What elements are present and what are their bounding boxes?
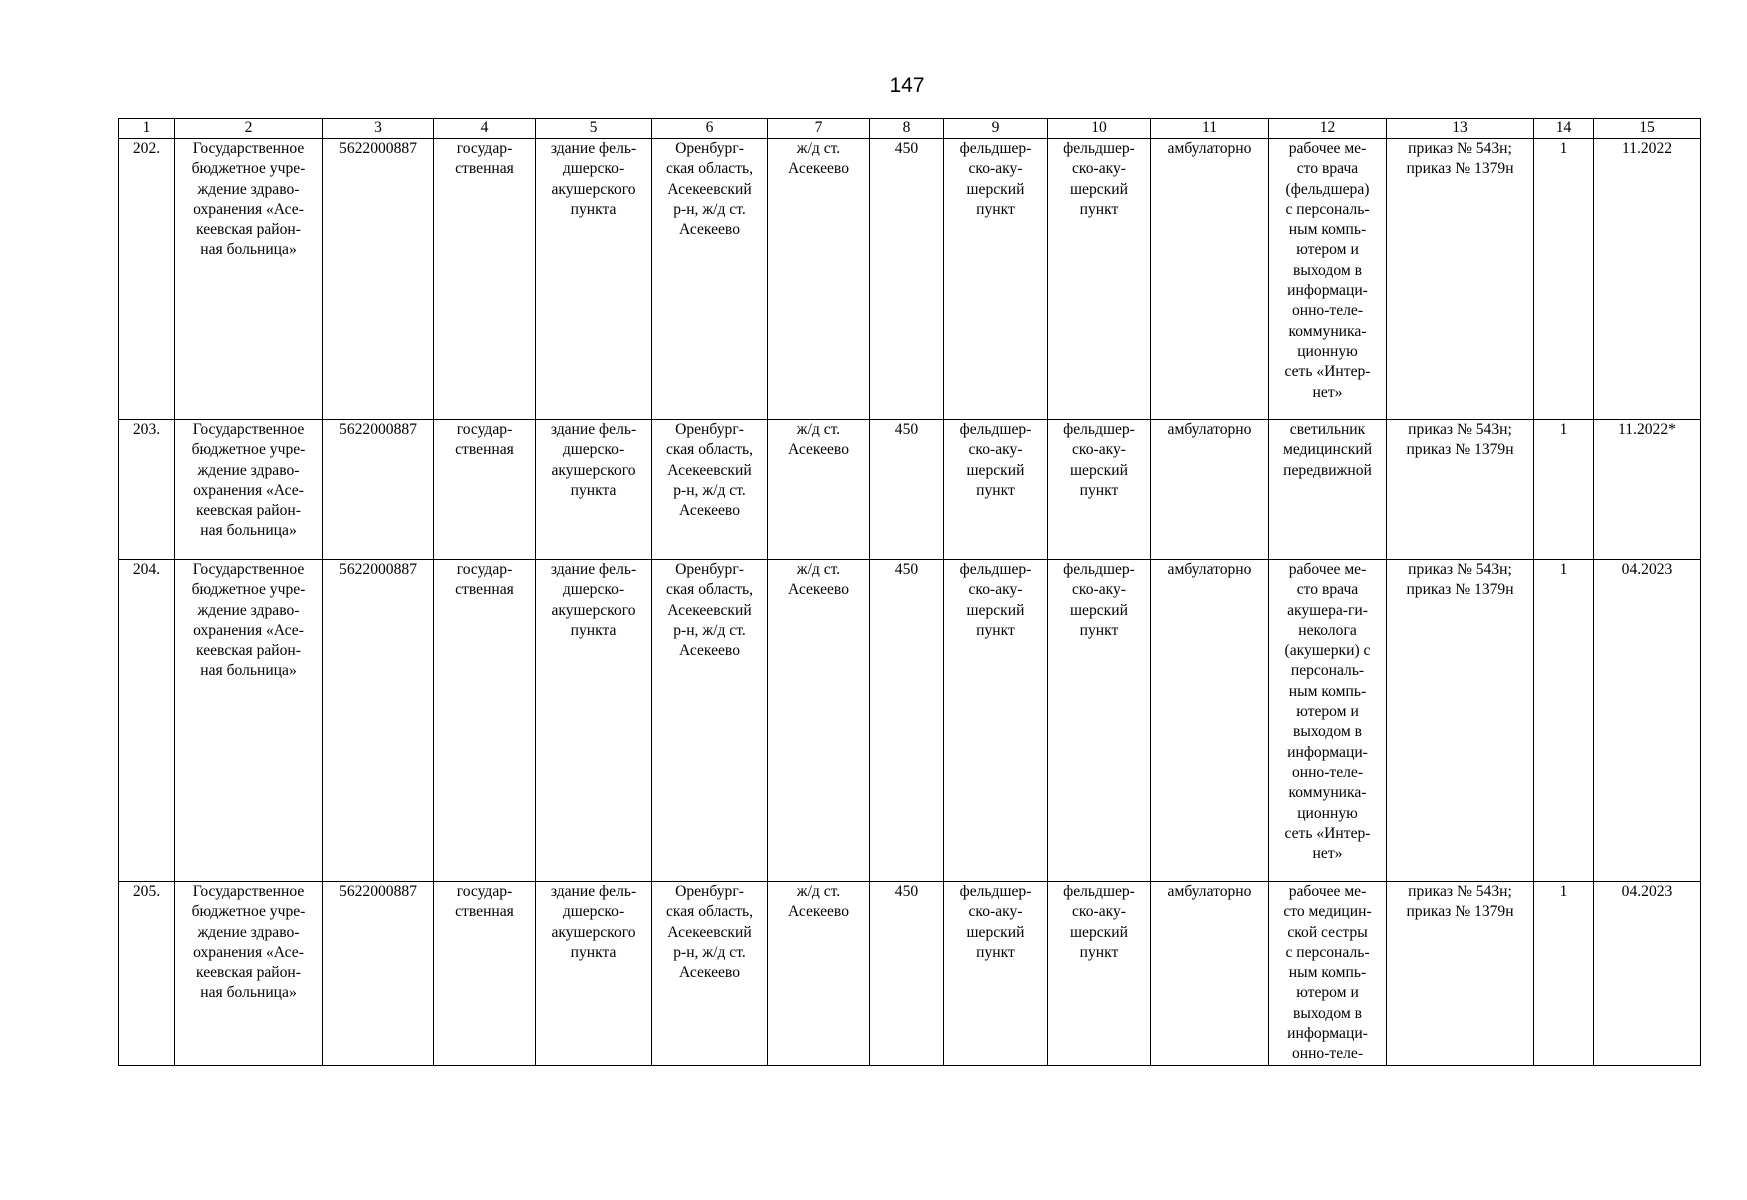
address: Оренбург- ская область, Асекеевский р-н, ж/д ст. Асекеево [665,561,754,660]
equipment-name: рабочее ме- сто врача (фельдшера) с персональ- ным компь- ютером и выходом в информаци- онно-теле- коммуника- ционную сеть «Интер- нет» [1284,140,1371,401]
header-cell: 15 [1594,119,1701,139]
header-cell: 8 [870,119,944,139]
unit-type: фельдшер- ско-аку- шерский пункт [959,883,1032,961]
inn-value: 5622000887 [339,883,417,900]
care-condition: амбулаторно [1167,883,1252,900]
header-cell: 13 [1387,119,1534,139]
building-name: здание фель- дшерско- акушерского пункта [550,140,637,218]
header-cell: 10 [1048,119,1151,139]
table-row [119,882,1701,1066]
quantity-value: 1 [1559,421,1568,438]
header-cell: 1 [119,119,175,139]
unit-name: фельдшер- ско-аку- шерский пункт [1063,421,1135,499]
date-value: 04.2023 [1621,561,1673,578]
table-row [119,139,1701,420]
header-cell: 11 [1151,119,1269,139]
population-value: 450 [894,883,919,900]
table-row [119,420,1701,560]
organization-name: Государственное бюджетное учре- ждение здраво- охранения «Асе- кеевская район- ная больница» [191,561,306,680]
population-value: 450 [894,421,919,438]
unit-type: фельдшер- ско-аку- шерский пункт [959,421,1032,499]
address: Оренбург- ская область, Асекеевский р-н, ж/д ст. Асекеево [665,421,754,520]
header-cell: 14 [1534,119,1594,139]
inn-value: 5622000887 [339,561,417,578]
care-condition: амбулаторно [1167,421,1252,438]
unit-type: фельдшер- ско-аку- шерский пункт [959,561,1032,639]
row-number: 205. [132,883,161,900]
unit-name: фельдшер- ско-аку- шерский пункт [1063,883,1135,961]
population-value: 450 [894,140,919,157]
inn-value: 5622000887 [339,421,417,438]
unit-type: фельдшер- ско-аку- шерский пункт [959,140,1032,218]
locality: ж/д ст. Асекеево [788,883,849,921]
header-cell: 9 [944,119,1048,139]
date-value: 11.2022 [1621,140,1673,157]
ownership-form: государ- ственная [455,421,514,459]
equipment-name: светильник медицинский передвижной [1282,421,1373,479]
header-cell: 5 [536,119,652,139]
quantity-value: 1 [1559,140,1568,157]
building-name: здание фель- дшерско- акушерского пункта [550,561,637,639]
equipment-table [118,118,1701,1066]
ownership-form: государ- ственная [455,883,514,921]
equipment-name: рабочее ме- сто медицин- ской сестры с персональ- ным компь- ютером и выходом в информаци- онно-теле- [1283,883,1372,1063]
header-cell: 6 [652,119,768,139]
order-reference: приказ № 543н; приказ № 1379н [1406,883,1514,921]
header-row [119,119,1701,139]
page-number: 147 [889,74,925,97]
quantity-value: 1 [1559,561,1568,578]
row-number: 202. [132,140,161,157]
order-reference: приказ № 543н; приказ № 1379н [1406,421,1514,459]
organization-name: Государственное бюджетное учре- ждение здраво- охранения «Асе- кеевская район- ная больница» [191,883,306,1002]
order-reference: приказ № 543н; приказ № 1379н [1406,140,1514,178]
quantity-value: 1 [1559,883,1568,900]
unit-name: фельдшер- ско-аку- шерский пункт [1063,140,1135,218]
organization-name: Государственное бюджетное учре- ждение здраво- охранения «Асе- кеевская район- ная больница» [191,140,306,259]
equipment-name: рабочее ме- сто врача акушера-ги- неколога (акушерки) с персональ- ным компь- ютером и выходом в информаци- онно-теле- коммуника- ционную сеть «Интер- нет» [1284,561,1371,863]
header-cell: 3 [323,119,434,139]
date-value: 11.2022* [1618,421,1676,438]
building-name: здание фель- дшерско- акушерского пункта [550,883,637,961]
table-row [119,560,1701,882]
header-cell: 4 [434,119,536,139]
unit-name: фельдшер- ско-аку- шерский пункт [1063,561,1135,639]
care-condition: амбулаторно [1167,140,1252,157]
header-cell: 2 [175,119,323,139]
row-number: 203. [132,421,161,438]
ownership-form: государ- ственная [455,561,514,599]
address: Оренбург- ская область, Асекеевский р-н, ж/д ст. Асекеево [665,140,754,239]
row-number: 204. [132,561,161,578]
locality: ж/д ст. Асекеево [788,421,849,459]
building-name: здание фель- дшерско- акушерского пункта [550,421,637,499]
address: Оренбург- ская область, Асекеевский р-н, ж/д ст. Асекеево [665,883,754,982]
ownership-form: государ- ственная [455,140,514,178]
organization-name: Государственное бюджетное учре- ждение здраво- охранения «Асе- кеевская район- ная больница» [191,421,306,540]
population-value: 450 [894,561,919,578]
locality: ж/д ст. Асекеево [788,140,849,178]
inn-value: 5622000887 [339,140,417,157]
order-reference: приказ № 543н; приказ № 1379н [1406,561,1514,599]
header-cell: 12 [1269,119,1387,139]
care-condition: амбулаторно [1167,561,1252,578]
locality: ж/д ст. Асекеево [788,561,849,599]
date-value: 04.2023 [1621,883,1673,900]
header-cell: 7 [768,119,870,139]
